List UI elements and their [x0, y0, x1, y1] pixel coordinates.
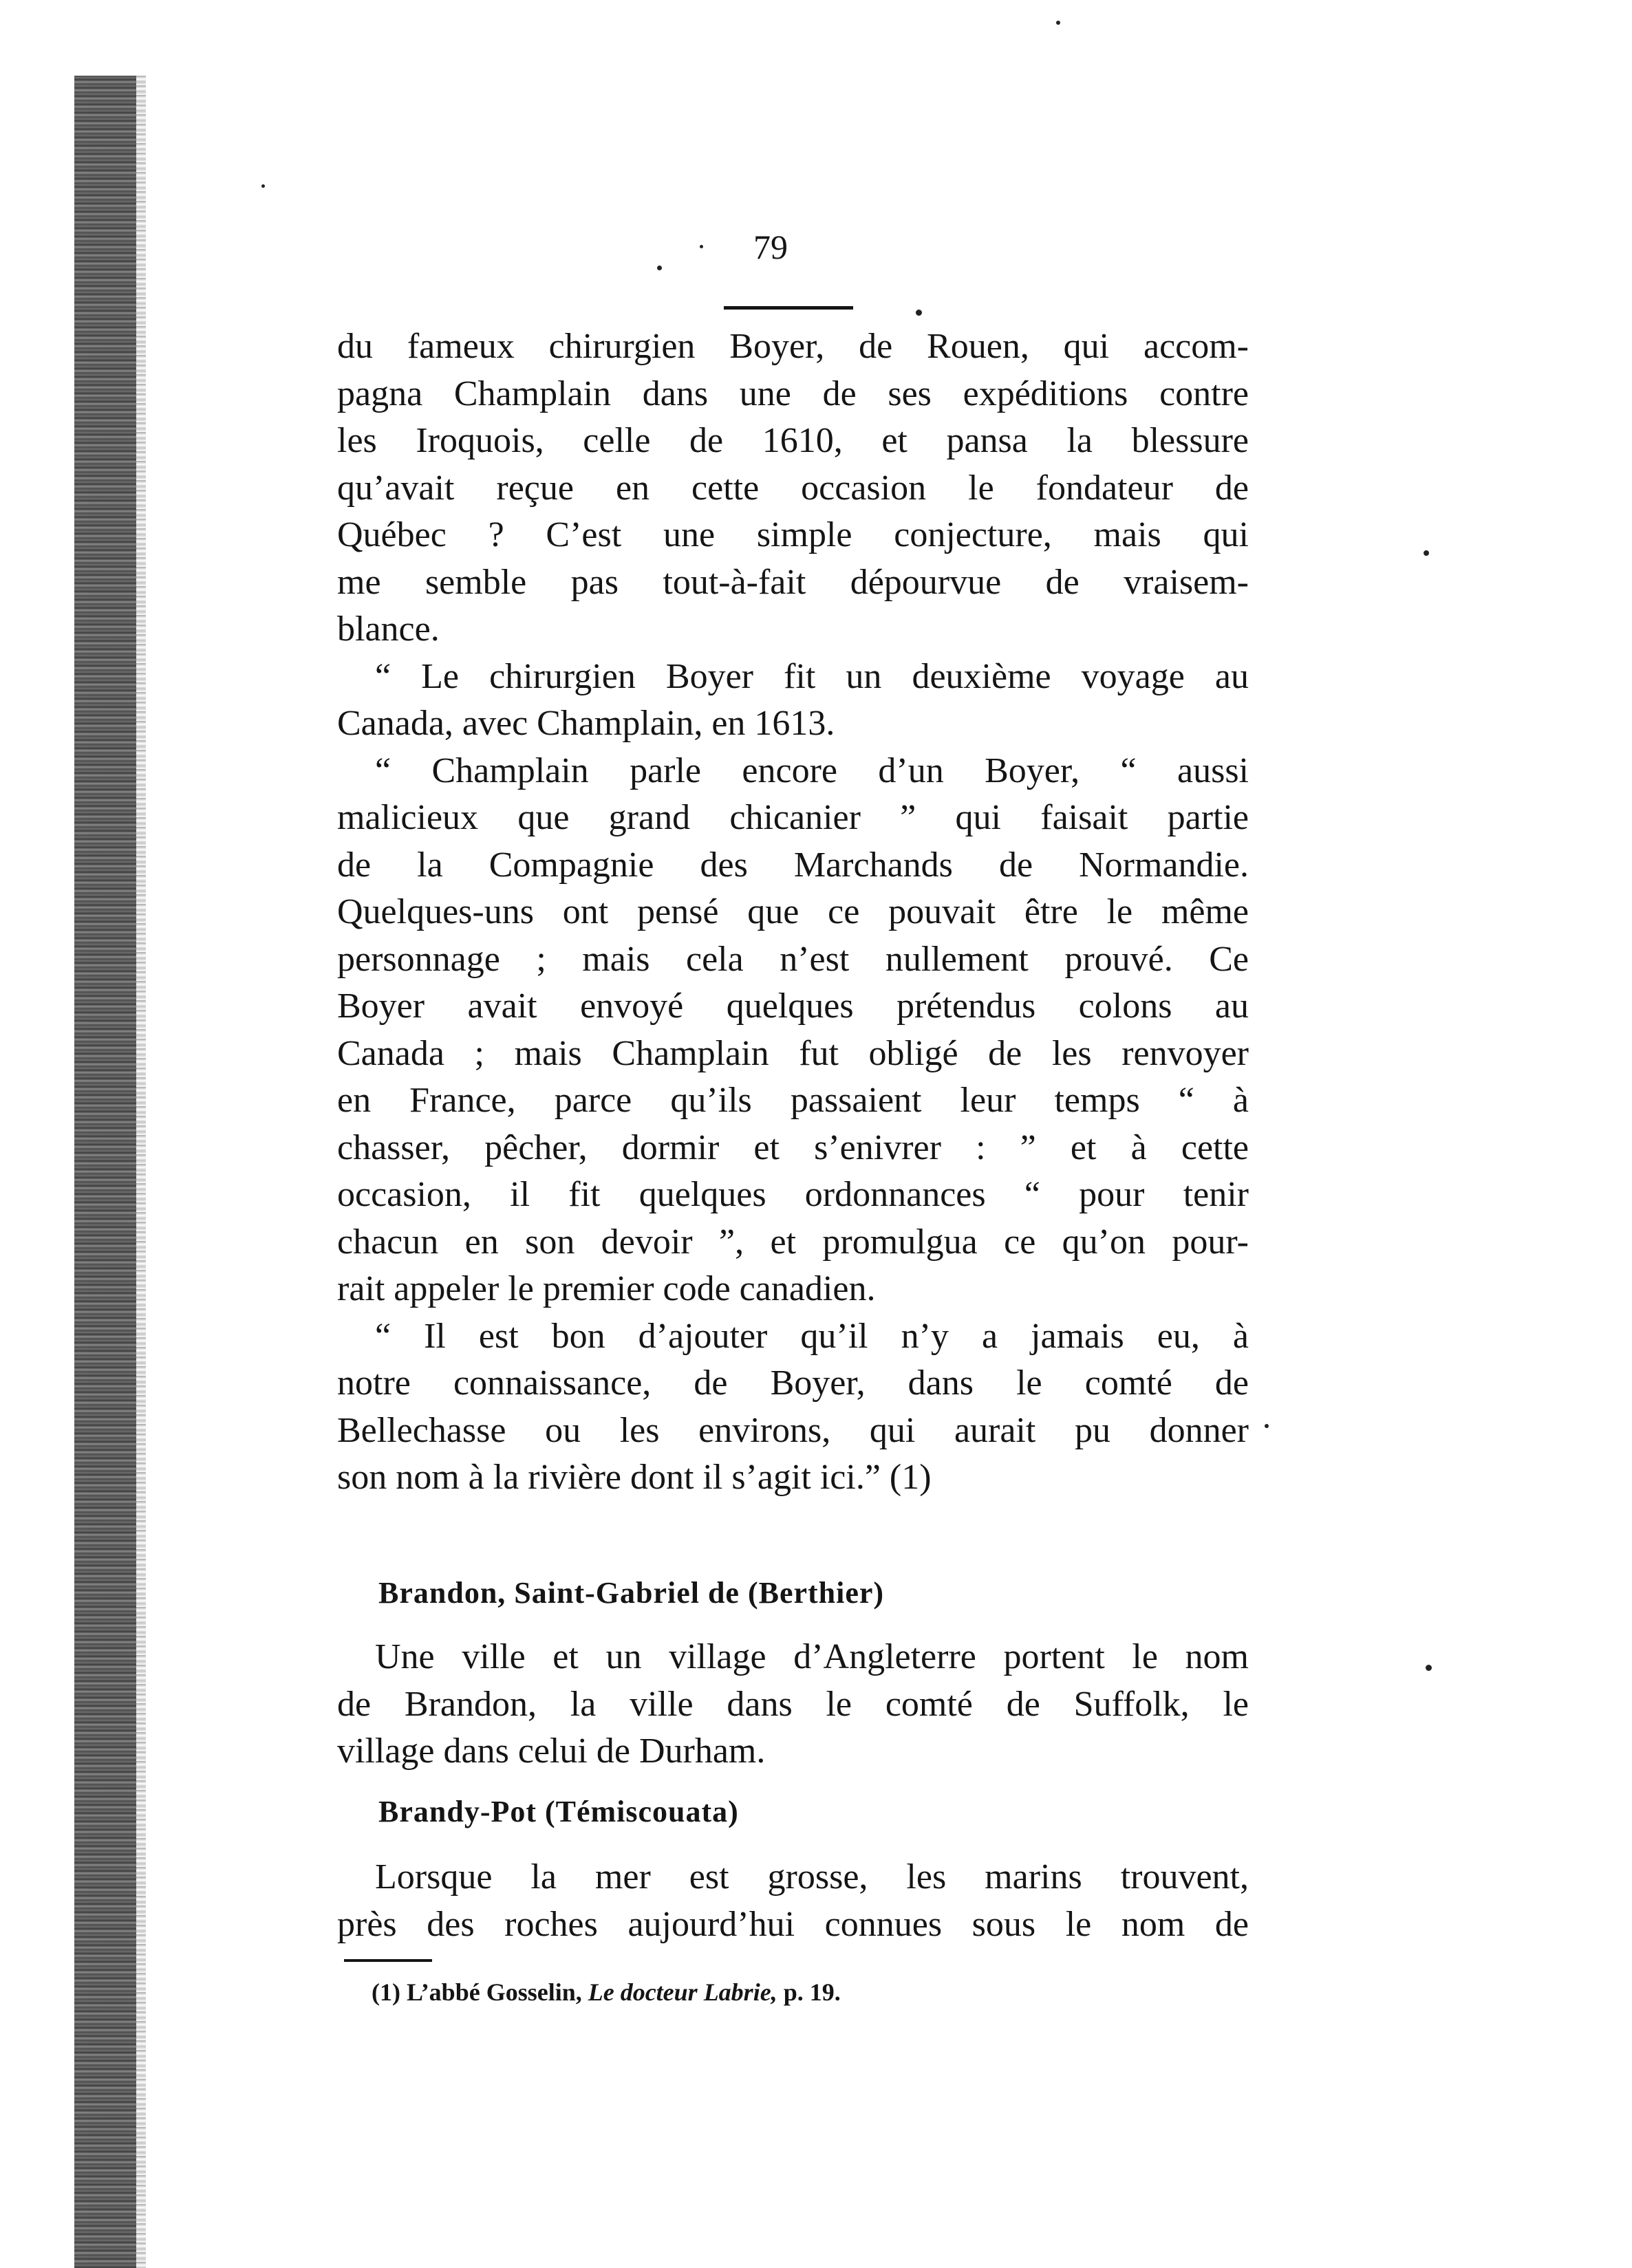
text-line: “ Le chirurgien Boyer fit un deuxième voyage au	[375, 656, 1249, 696]
print-speck	[1265, 1424, 1269, 1428]
print-speck	[657, 266, 662, 270]
footnote-marker: (1)	[372, 1978, 400, 2006]
text-line: chacun en son devoir ”, et promulgua ce qu’on pour-	[337, 1222, 1249, 1262]
print-speck	[700, 245, 703, 248]
footnote-title: Le docteur Labrie,	[588, 1978, 777, 2006]
page-number: 79	[753, 228, 788, 266]
text-line: chasser, pêcher, dormir et s’enivrer : ” et à cette	[337, 1127, 1249, 1167]
text-line: Lorsque la mer est grosse, les marins trouvent,	[375, 1857, 1249, 1897]
text-line: pagna Champlain dans une de ses expéditions contre	[337, 374, 1249, 413]
text-line: du fameux chirurgien Boyer, de Rouen, qui accom-	[337, 327, 1249, 366]
paragraph	[337, 748, 1249, 1313]
paragraph	[337, 1313, 1249, 1502]
text-line: personnage ; mais cela n’est nullement prouvé. Ce	[337, 939, 1249, 979]
text-line: rait appeler le premier code canadien.	[337, 1269, 876, 1308]
text-line: Québec ? C’est une simple conjecture, mais qui	[337, 515, 1249, 554]
text-line: Quelques-uns ont pensé que ce pouvait être le même	[337, 892, 1249, 931]
footnote-author: L’abbé Gosselin,	[406, 1978, 582, 2006]
text-line: notre connaissance, de Boyer, dans le comté de	[337, 1363, 1249, 1403]
text-line: “ Il est bon d’ajouter qu’il n’y a jamais eu, à	[375, 1316, 1249, 1356]
print-speck	[261, 184, 265, 188]
footnote	[372, 1978, 841, 2007]
text-line: en France, parce qu’ils passaient leur temps “ à	[337, 1081, 1249, 1120]
book-binding-edge	[74, 76, 136, 2268]
section-body-brandon	[337, 1634, 1249, 1775]
section-body-brandy-pot	[337, 1854, 1249, 1948]
text-line: de la Compagnie des Marchands de Normandie.	[337, 845, 1249, 885]
text-line: Canada, avec Champlain, en 1613.	[337, 704, 835, 743]
text-line: les Iroquois, celle de 1610, et pansa la blessure	[337, 421, 1249, 460]
text-line: malicieux que grand chicanier ” qui faisait partie	[337, 798, 1249, 837]
text-line: village dans celui de Durham.	[337, 1731, 766, 1771]
text-line: “ Champlain parle encore d’un Boyer, “ aussi	[375, 750, 1249, 790]
text-line: près des roches aujourd’hui connues sous le nom de	[337, 1904, 1249, 1944]
print-speck	[916, 310, 922, 316]
paragraph	[337, 654, 1249, 748]
text-line: Canada ; mais Champlain fut obligé de les renvoyer	[337, 1033, 1249, 1073]
text-line: Une ville et un village d’Angleterre portent le nom	[375, 1637, 1249, 1676]
text-line: Bellechasse ou les environs, qui aurait pu donner	[337, 1410, 1249, 1450]
section-heading-brandon: Brandon, Saint-Gabriel de (Berthier)	[378, 1576, 885, 1610]
text-line: blance.	[337, 609, 440, 649]
print-speck	[1056, 21, 1060, 25]
text-line: Boyer avait envoyé quelques prétendus colons au	[337, 986, 1249, 1026]
section-heading-brandy-pot: Brandy-Pot (Témiscouata)	[378, 1795, 739, 1828]
paragraph	[337, 323, 1249, 654]
footnote-rule	[344, 1959, 432, 1962]
header-rule	[724, 306, 853, 310]
print-speck	[1424, 550, 1429, 556]
footnote-page-ref: p. 19.	[783, 1978, 841, 2006]
text-line: son nom à la rivière dont il s’agit ici.” (1)	[337, 1458, 932, 1497]
body-text	[337, 323, 1249, 1502]
text-line: de Brandon, la ville dans le comté de Suffolk, le	[337, 1684, 1249, 1724]
text-line: me semble pas tout-à-fait dépourvue de vraisem-	[337, 562, 1249, 602]
text-line: qu’avait reçue en cette occasion le fondateur de	[337, 468, 1249, 508]
print-speck	[1426, 1665, 1432, 1671]
text-line: occasion, il fit quelques ordonnances “ pour tenir	[337, 1175, 1249, 1214]
